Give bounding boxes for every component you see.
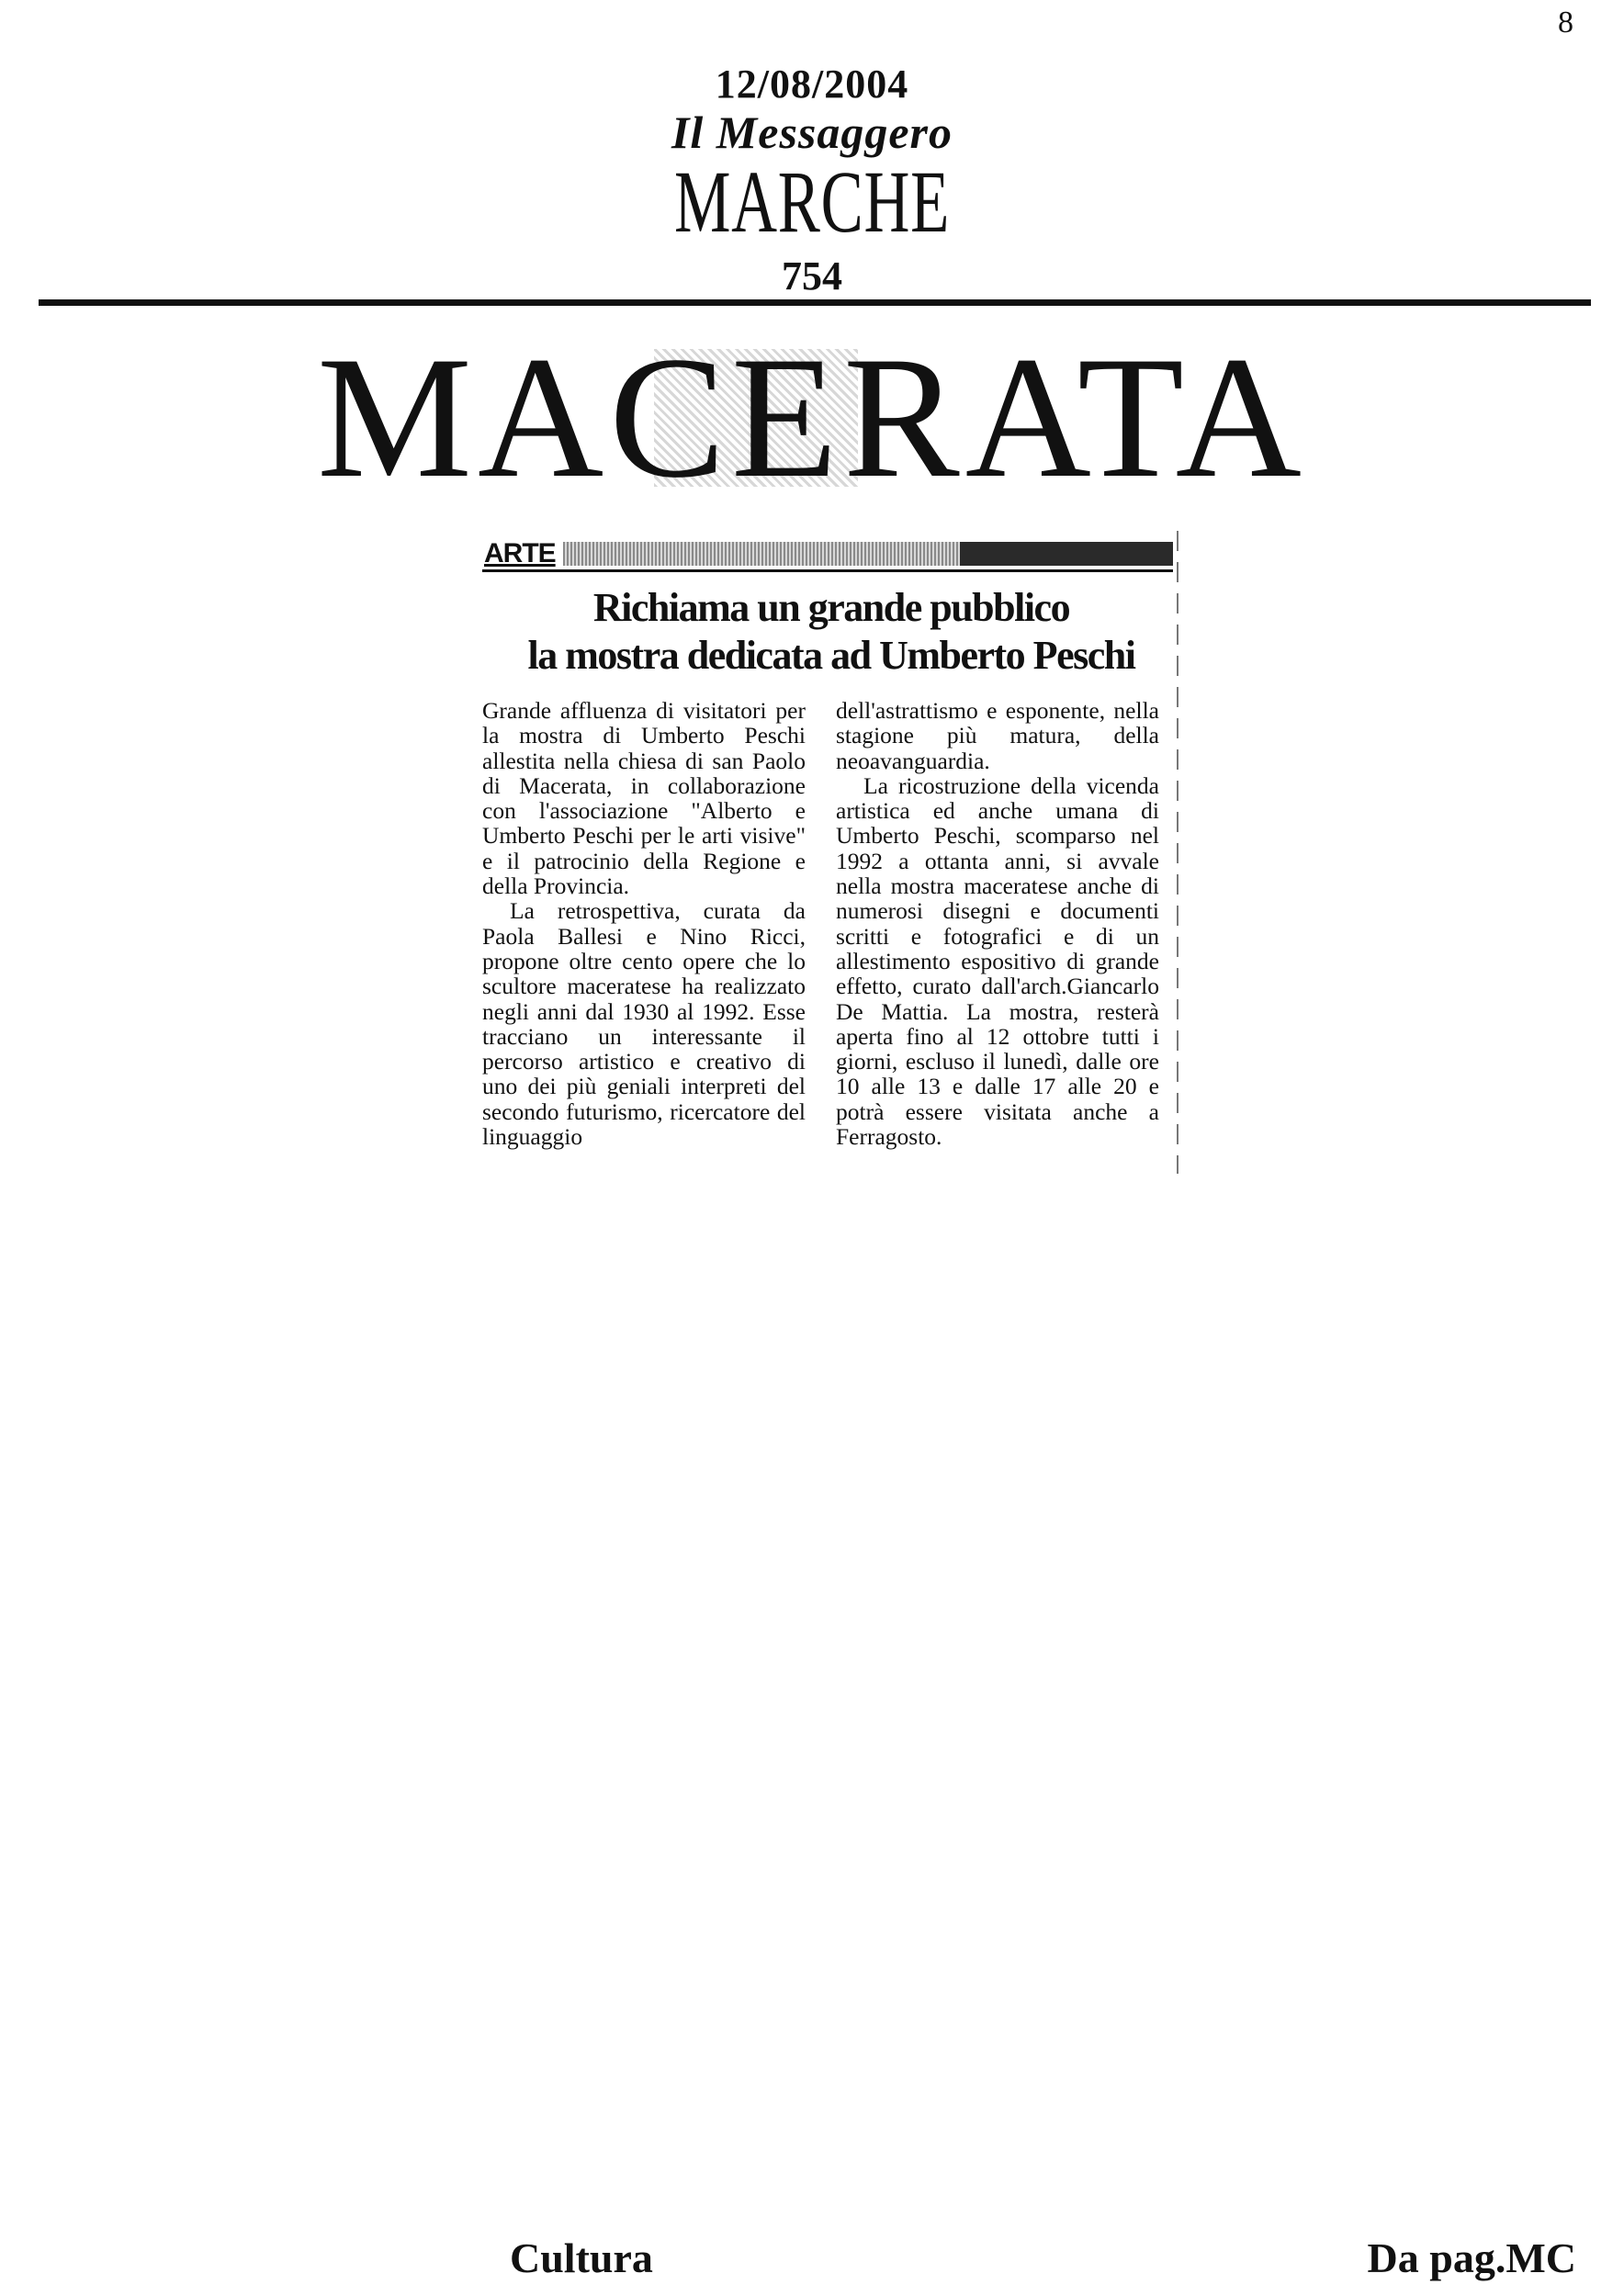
article-column-right xyxy=(836,698,1159,1149)
paragraph: dell'astrattismo e esponente, nella stagione più matura, della neoavanguardia. xyxy=(836,697,1159,774)
article-clipping xyxy=(482,531,1180,1183)
paragraph: La retrospettiva, curata da Paola Ballesi e Nino Ricci, propone oltre cento opere che lo scultore maceratese ha realizzato negli anni dal 1930 al 1992. Esse tracciano un interessante il percorso artistico e creativo di uno dei più geniali interpreti del secondo futurismo, ricercatore del linguaggio xyxy=(482,897,806,1151)
header-rule xyxy=(39,299,1591,306)
masthead xyxy=(0,62,1624,299)
footer-source: Da pag.MC xyxy=(1367,2234,1576,2281)
paragraph: La ricostruzione della vicenda artistica ed anche umana di Umberto Peschi, scomparso nel 1992 a ottanta anni, si avvale nella mostra maceratese anche di numerosi disegni e documenti scritti e fotografici e di un allestimento espositivo di grande effetto, curato dall'arch.Giancarlo De Mattia. La mostra, resterà aperta fino al 12 ottobre tutti i giorni, escluso il lunedì, dalle ore 10 alle 13 e dalle 17 alle 20 e potrà essere visitata anche a Ferragosto. xyxy=(836,771,1159,1151)
headline-line-2: la mostra dedicata ad Umberto Peschi xyxy=(527,633,1135,678)
headline-line-1: Richiama un grande pubblico xyxy=(592,585,1070,630)
publication-date: 12/08/2004 xyxy=(715,62,909,107)
section-label: ARTE xyxy=(482,538,563,569)
section-bar-dark xyxy=(960,542,1173,566)
footer-section: Cultura xyxy=(510,2234,653,2281)
page-number: 8 xyxy=(1558,6,1573,39)
article-column-left xyxy=(482,698,806,1149)
section-rule xyxy=(482,569,1173,572)
article-headline xyxy=(482,584,1180,680)
city-heading: MACERATA xyxy=(317,321,1307,514)
clipping-code: 754 xyxy=(782,253,842,298)
newspaper-name: Il Messaggero xyxy=(671,107,953,158)
edition-name: MARCHE xyxy=(673,152,951,251)
paragraph: Grande affluenza di visitatori per la mostra di Umberto Peschi allestita nella chiesa di san Paolo di Macerata, in collaborazione con l'associazione "Alberto e Umberto Peschi per le arti visive" e il patrocinio della Regione e della Provincia. xyxy=(482,697,806,900)
